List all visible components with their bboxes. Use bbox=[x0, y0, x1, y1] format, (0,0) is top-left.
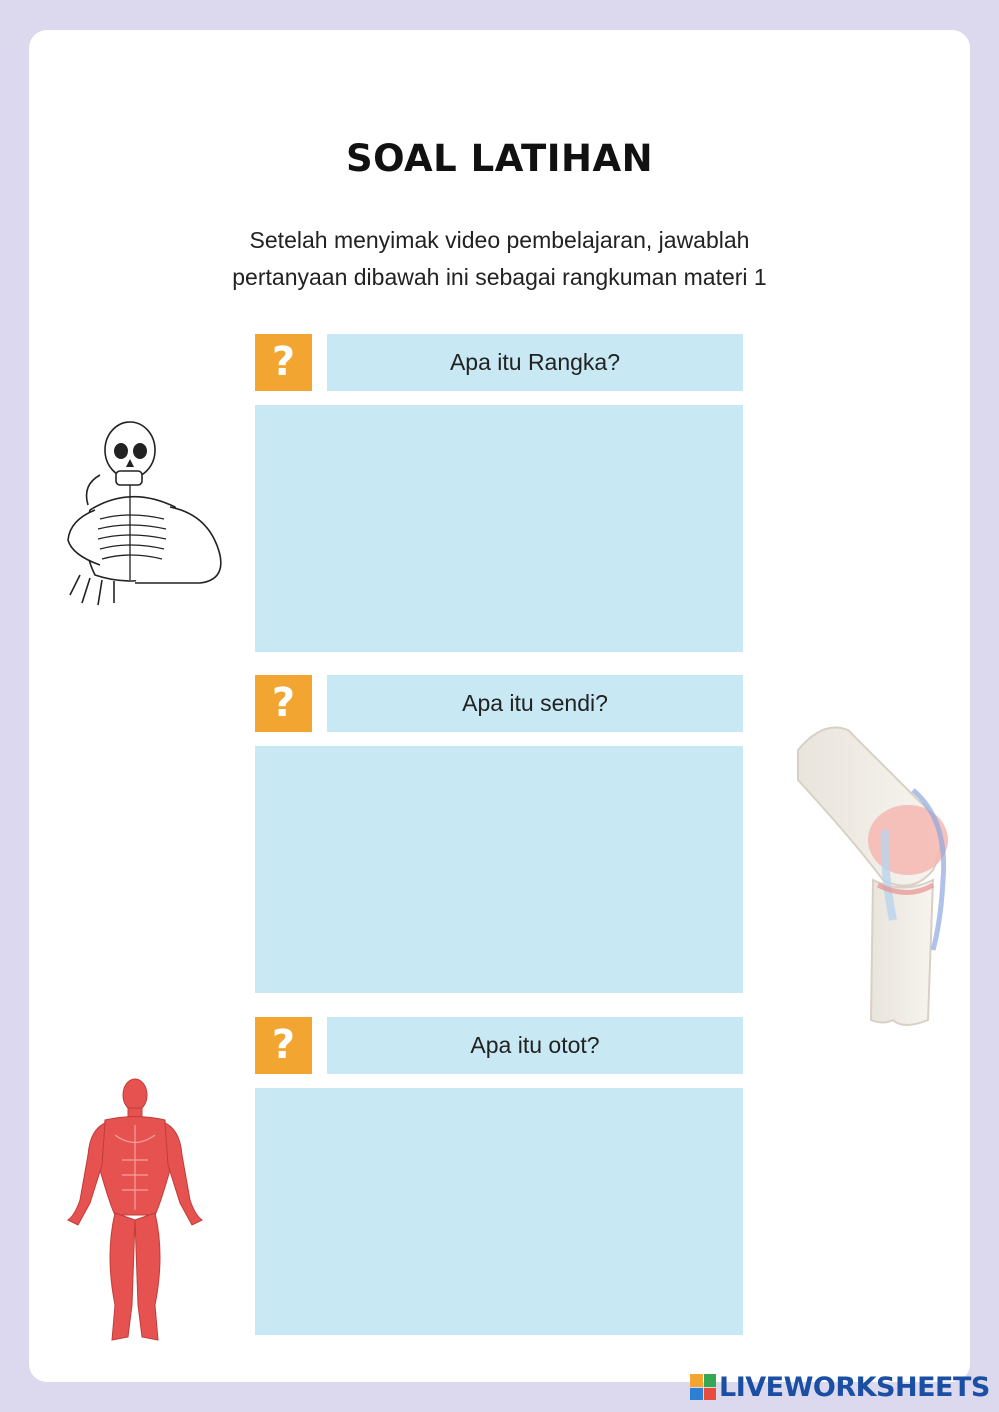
liveworksheets-logo-icon bbox=[690, 1374, 716, 1400]
instructions-line-1: Setelah menyimak video pembelajaran, jawablah bbox=[249, 227, 750, 253]
liveworksheets-brand bbox=[690, 1372, 990, 1402]
question-3-label: Apa itu otot? bbox=[327, 1017, 743, 1074]
question-1-label: Apa itu Rangka? bbox=[327, 334, 743, 391]
muscle-body-illustration bbox=[60, 1075, 210, 1350]
question-mark-icon: ? bbox=[255, 1017, 312, 1074]
answer-3-field[interactable] bbox=[255, 1088, 743, 1335]
knee-joint-illustration bbox=[793, 720, 953, 1030]
question-mark-icon: ? bbox=[255, 675, 312, 732]
brand-name: LIVEWORKSHEETS bbox=[719, 1371, 990, 1403]
page-title: SOAL LATIHAN bbox=[345, 137, 654, 180]
question-2-label: Apa itu sendi? bbox=[327, 675, 743, 732]
answer-1-field[interactable] bbox=[255, 405, 743, 652]
instructions-line-2: pertanyaan dibawah ini sebagai rangkuman materi 1 bbox=[232, 264, 767, 290]
question-mark-icon: ? bbox=[255, 334, 312, 391]
instructions bbox=[150, 222, 849, 296]
skeleton-illustration bbox=[60, 415, 232, 610]
answer-2-field[interactable] bbox=[255, 746, 743, 993]
